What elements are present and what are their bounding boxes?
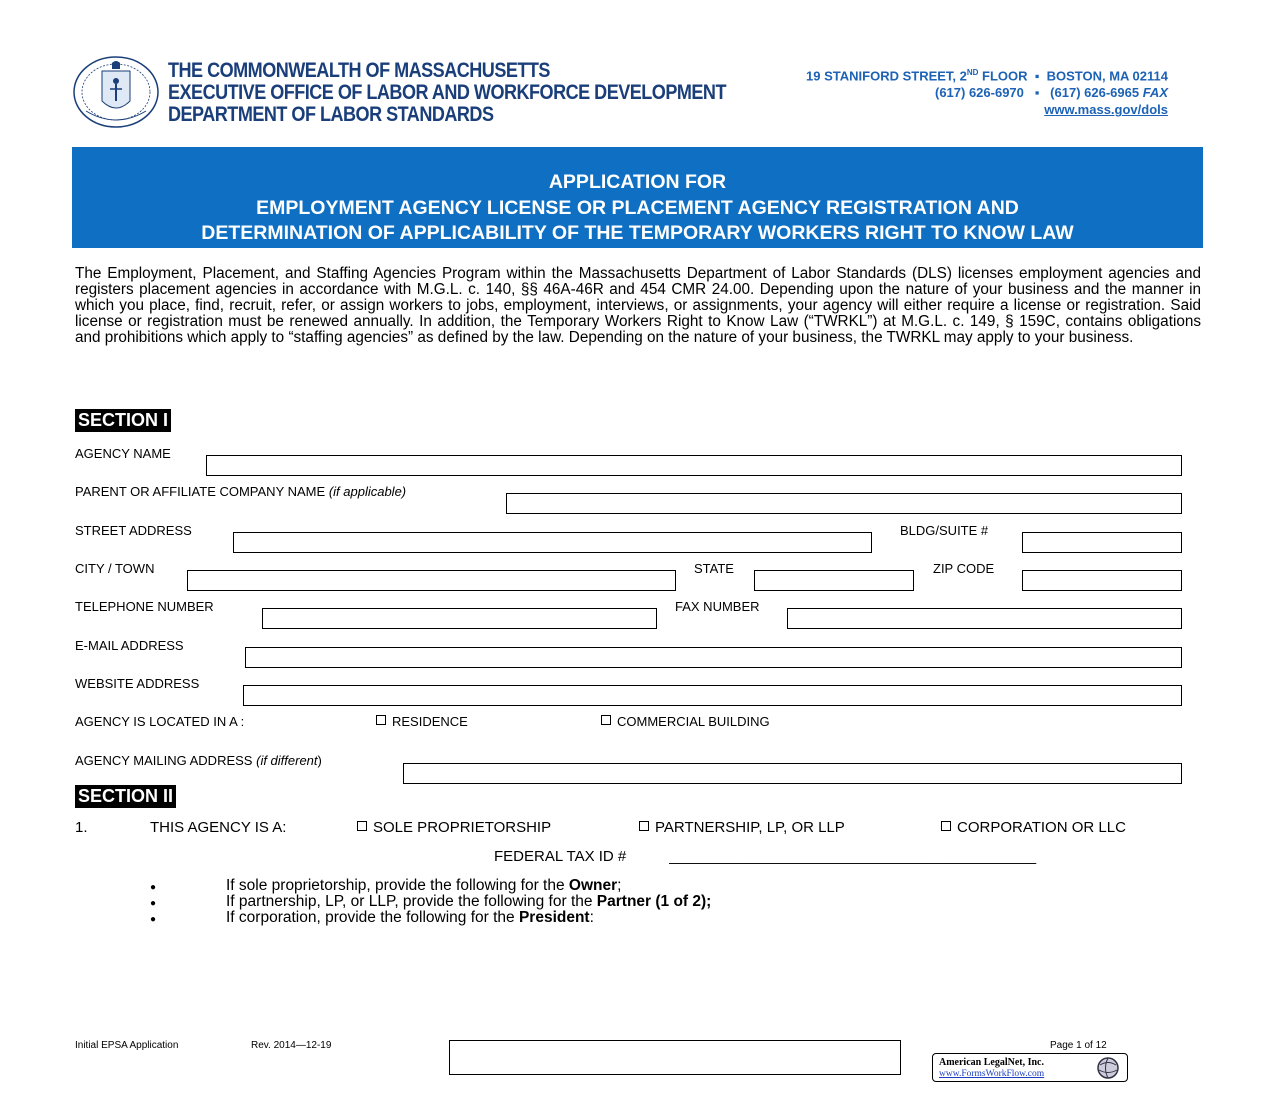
phone-number: (617) 626-6970 bbox=[934, 85, 1024, 101]
zip-input[interactable] bbox=[1022, 570, 1182, 591]
city-input[interactable] bbox=[187, 570, 676, 591]
email-input[interactable] bbox=[245, 647, 1182, 668]
suite-input[interactable] bbox=[1022, 532, 1182, 553]
residence-label: RESIDENCE bbox=[392, 714, 468, 729]
commercial-building-checkbox[interactable] bbox=[601, 715, 611, 725]
address-city: BOSTON, MA 02114 bbox=[1046, 68, 1168, 84]
globe-icon bbox=[1095, 1056, 1121, 1080]
mailing-address-input[interactable] bbox=[403, 763, 1182, 784]
address-superscript: ND bbox=[966, 68, 979, 77]
sole-proprietorship-label: SOLE PROPRIETORSHIP bbox=[373, 819, 552, 836]
partnership-checkbox[interactable] bbox=[639, 821, 649, 831]
website-input[interactable] bbox=[243, 685, 1182, 706]
located-in-label: AGENCY IS LOCATED IN A : bbox=[75, 714, 245, 729]
mailing-address-label-text: AGENCY MAILING ADDRESS bbox=[75, 753, 253, 768]
partnership-label: PARTNERSHIP, LP, OR LLP bbox=[655, 819, 845, 836]
fax-input[interactable] bbox=[787, 608, 1182, 629]
telephone-input[interactable] bbox=[262, 608, 657, 629]
corporation-option[interactable] bbox=[941, 819, 1126, 836]
residence-checkbox[interactable] bbox=[376, 715, 386, 725]
title-line-2: EMPLOYMENT AGENCY LICENSE OR PLACEMENT AGENCY REGISTRATION AND bbox=[256, 196, 1019, 219]
parent-company-note: (if applicable) bbox=[328, 484, 407, 499]
parent-company-label bbox=[75, 484, 406, 499]
residence-option[interactable] bbox=[376, 714, 468, 729]
bullet-president-text: If corporation, provide the following for the bbox=[226, 909, 519, 926]
agency-type-label: THIS AGENCY IS A: bbox=[150, 819, 287, 836]
address-line: 19 STANIFORD STREET, 2ND FLOOR ▪ BOSTON, MA 02114 bbox=[806, 68, 1168, 84]
zip-label: ZIP CODE bbox=[933, 561, 995, 576]
city-label: CITY / TOWN bbox=[75, 561, 155, 576]
state-input[interactable] bbox=[754, 570, 914, 591]
title-line-3: DETERMINATION OF APPLICABILITY OF THE TEMPORARY WORKERS RIGHT TO KNOW LAW bbox=[201, 222, 1074, 244]
federal-tax-id-label: FEDERAL TAX ID # bbox=[494, 848, 627, 865]
intro-paragraph: The Employment, Placement, and Staffing Agencies Program within the Massachusetts Department of Labor Standards (DLS) licenses employment agencies and registers placement agencies in accordance with M.G.L. c. 140, §§ 46A-46R and 454 CMR 24.00. Depending upon the nature of your business and the manner in which you place, find, recruit, refer, or assign workers to jobs, employment, interviews, or assignments, your agency will either require a license or registration. Said license or registration must be renewed annually. In addition, the Temporary Workers Right to Know Law (“TWRKL”) at M.G.L. c. 149, § 159C, contains obligations and prohibitions which apply to “staffing agencies” as defined by the law. Depending on the nature of your business, the TWRKL may apply to your business. bbox=[75, 265, 1201, 346]
sole-proprietorship-checkbox[interactable] bbox=[357, 821, 367, 831]
commercial-building-label: COMMERCIAL BUILDING bbox=[617, 714, 770, 729]
org-line-1: THE COMMONWEALTH OF MASSACHUSETTS bbox=[168, 59, 550, 82]
state-label: STATE bbox=[694, 561, 734, 576]
telephone-label: TELEPHONE NUMBER bbox=[75, 599, 214, 614]
street-address-input[interactable] bbox=[233, 532, 872, 553]
footer-page-number: Page 1 of 12 bbox=[1050, 1040, 1107, 1051]
title-line-1: APPLICATION FOR bbox=[548, 171, 727, 193]
ale-url[interactable]: www.FormsWorkFlow.com bbox=[939, 1069, 1045, 1079]
bullet-partner-text: If partnership, LP, or LLP, provide the following for the bbox=[226, 893, 597, 910]
federal-tax-id-line[interactable]: ____________________________________________ bbox=[669, 848, 1037, 865]
mailing-address-label bbox=[75, 753, 322, 768]
footer-form-name: Initial EPSA Application bbox=[75, 1040, 179, 1051]
massachusetts-seal-icon bbox=[72, 55, 160, 129]
title-banner bbox=[72, 147, 1203, 248]
mailing-address-note-close: ) bbox=[317, 753, 322, 768]
bullet-partner bbox=[150, 894, 711, 910]
parent-company-label-text: PARENT OR AFFILIATE COMPANY NAME bbox=[75, 484, 326, 499]
partnership-option[interactable] bbox=[639, 819, 845, 836]
corporation-checkbox[interactable] bbox=[941, 821, 951, 831]
org-line-2: EXECUTIVE OFFICE OF LABOR AND WORKFORCE DEVELOPMENT bbox=[168, 81, 726, 104]
street-address-label: STREET ADDRESS bbox=[75, 523, 192, 538]
bullet-president-bold: President bbox=[518, 909, 590, 926]
parent-company-input[interactable] bbox=[506, 493, 1182, 514]
website-link[interactable]: www.mass.gov/dols bbox=[1044, 102, 1168, 118]
suite-label: BLDG/SUITE # bbox=[900, 523, 989, 538]
address-floor: FLOOR bbox=[978, 68, 1028, 84]
bullet-owner-end: ; bbox=[617, 877, 622, 894]
phone-line: (617) 626-6970 ▪ (617) 626-6965 FAX bbox=[934, 85, 1168, 101]
american-legalnet-badge[interactable] bbox=[932, 1053, 1128, 1082]
sole-proprietorship-option[interactable] bbox=[357, 819, 551, 836]
agency-name-label: AGENCY NAME bbox=[75, 446, 171, 461]
item-number: 1. bbox=[75, 819, 88, 836]
footer-revision: Rev. 2014—12-19 bbox=[251, 1040, 332, 1051]
bullet-president bbox=[150, 910, 711, 926]
fax-label: FAX bbox=[1142, 85, 1168, 101]
fax-label: FAX NUMBER bbox=[675, 599, 760, 614]
agency-name-input[interactable] bbox=[206, 455, 1182, 476]
contact-block bbox=[806, 64, 1168, 118]
commercial-building-option[interactable] bbox=[601, 714, 770, 729]
section-2-heading: SECTION II bbox=[75, 785, 176, 808]
bullet-owner bbox=[150, 878, 711, 894]
organization-name bbox=[168, 60, 726, 126]
bullet-owner-text: If sole proprietorship, provide the following for the bbox=[226, 877, 569, 894]
bullet-president-end: : bbox=[589, 909, 594, 926]
instruction-bullets bbox=[150, 878, 711, 926]
corporation-label: CORPORATION OR LLC bbox=[957, 819, 1126, 836]
mailing-address-note: (if different bbox=[256, 753, 318, 768]
bullet-partner-bold: Partner (1 of 2); bbox=[596, 893, 712, 910]
ale-name: American LegalNet, Inc. bbox=[939, 1057, 1044, 1068]
email-label: E-MAIL ADDRESS bbox=[75, 638, 184, 653]
footer-reset-box[interactable] bbox=[449, 1040, 901, 1075]
fax-number: (617) 626-6965 bbox=[1050, 85, 1140, 101]
website-label: WEBSITE ADDRESS bbox=[75, 676, 200, 691]
section-1-heading: SECTION I bbox=[75, 409, 171, 432]
address-street: 19 STANIFORD STREET, 2 bbox=[806, 68, 967, 84]
org-line-3: DEPARTMENT OF LABOR STANDARDS bbox=[168, 103, 494, 126]
bullet-owner-bold: Owner bbox=[568, 877, 618, 894]
